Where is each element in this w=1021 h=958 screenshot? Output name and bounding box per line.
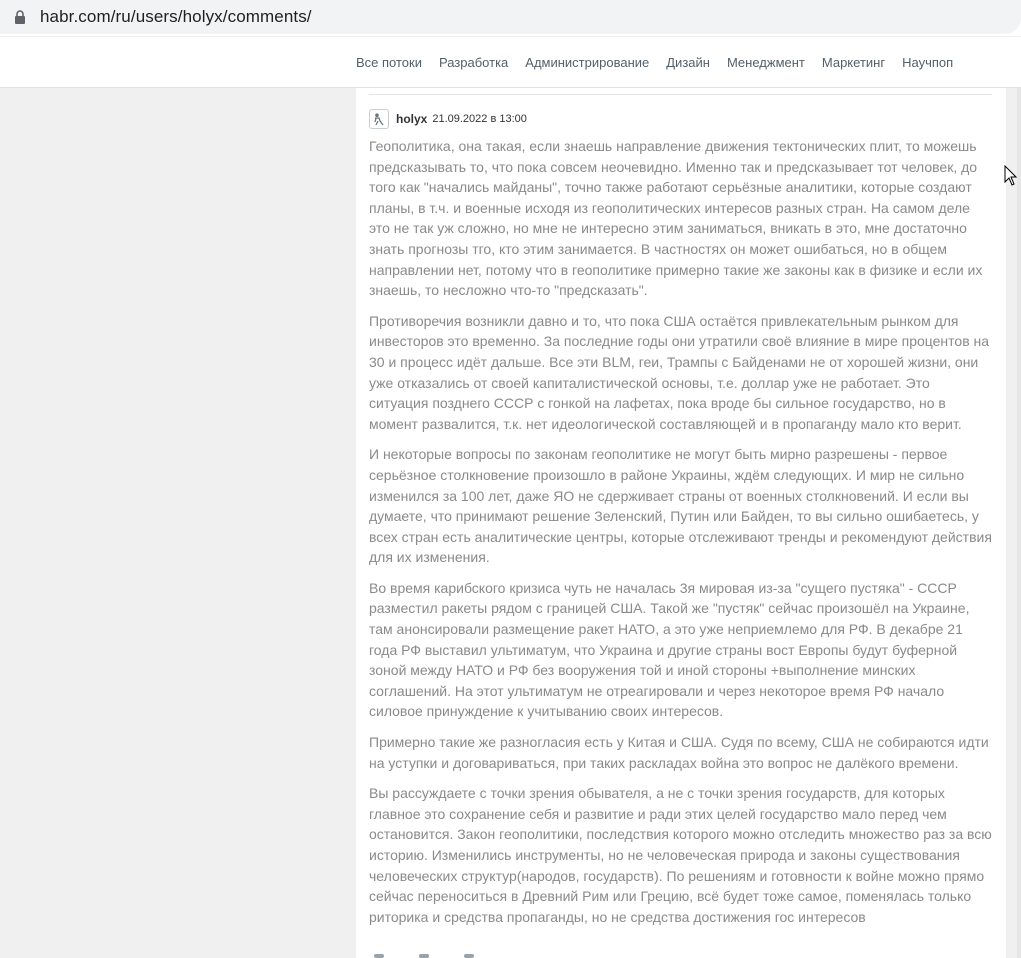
nav-item-administration[interactable]: Администрирование (525, 55, 650, 70)
nav-item-design[interactable]: Дизайн (666, 55, 710, 70)
nav-items (356, 55, 970, 70)
mouse-cursor-icon (1004, 165, 1018, 187)
avatar[interactable] (369, 109, 389, 129)
bookmark-icon[interactable] (464, 954, 474, 958)
url-text[interactable]: habr.com/ru/users/holyx/comments/ (40, 7, 312, 26)
nav-item-marketing[interactable]: Маркетинг (821, 55, 886, 70)
comment-datetime[interactable]: 21.09.2022 в 13:00 (432, 113, 527, 125)
browser-address-bar (0, 0, 1021, 36)
nav-item-all-flows[interactable]: Все потоки (356, 55, 422, 70)
vote-icon[interactable] (374, 954, 384, 958)
nav-item-management[interactable]: Менеджмент (726, 55, 805, 70)
comment-author[interactable]: holyx (396, 112, 428, 126)
divider (369, 94, 992, 95)
top-navigation (0, 37, 1021, 88)
comment-meta (369, 108, 527, 130)
comment-paragraph: Примерно такие же разногласия есть у Китая и США. Судя по всему, США не собираются идти на уступки и договариваться, при таких раскладах война это вопрос не далёкого времени. (369, 734, 989, 771)
reply-icon[interactable] (419, 954, 429, 958)
url-field[interactable] (0, 0, 1021, 34)
comment-paragraph: Геополитика, она такая, если знаешь направление движения тектонических плит, то можешь предсказывать то, что пока совсем неочевидно. Именно так и предсказывает тот человек, до того как "начались майданы", точно также работают серьёзные аналитики, которые создают планы, в т.ч. и военные исходя из геополитических интересов разных стран. На самом деле это не так уж сложно, но мне не интересно этим заниматься, вникать в это, мне достаточно знать прогнозы тго, кто этим занимается. В частностях он может ошибаться, но в общем направлении нет, потому что в геополитике примерно такие же законы как в физике и если их знаешь, то несложно что-то "предсказать". (369, 138, 983, 299)
comment-paragraph: Противоречия возникли давно и то, что пока США остаётся привлекательным рынком для инвесторов это временно. За последние годы они утратили своё влияние в мире процентов на 30 и процесс идёт дальше. Все эти BLM, геи, Трампы с Байденами не от хорошей жизни, они уже отказались от своей капиталистической основы, т.е. доллар уже не работает. Это ситуация позднего СССР с гонкой на лафетах, пока вроде бы сильное государство, но в момент развалится, т.к. нет идеологической составляющей и в пропаганду мало кто верит. (369, 312, 990, 432)
comment-paragraph: Во время карибского кризиса чуть не началась 3я мировая из-за "сущего пустяка" - СССР разместил ракеты рядом с границей США. Такой же "пустяк" сейчас произошёл на Украине, там анонсировали размещение ракет НАТО, а это уже неприемлемо для РФ. В декабре 21 года РФ выставил ультиматум, что Украина и другие страны вост Европы будут буферной зоной между НАТО и РФ без вооружения той и иной стороны +выполнение минских соглашений. На этот ультиматум не отреагировали и через некоторое время РФ начало силовое принуждение к учитыванию своих интересов. (369, 579, 970, 720)
comment-actions (374, 954, 509, 958)
comment-body (369, 136, 993, 937)
nav-item-development[interactable]: Разработка (438, 55, 509, 70)
comment-card (356, 88, 1006, 958)
lock-icon (14, 10, 26, 24)
comment-paragraph: И некоторые вопросы по законам геополитике не могут быть мирно разрешены - первое серьёзное столкновение произошло в районе Украины, ждём следующих. И мир не сильно изменился за 100 лет, даже ЯО не сдерживает страны от военных столкновений. И если вы думаете, что принимают решение Зеленский, Путин или Байден, то вы сильно ошибаетесь, у всех стран есть аналитические центры, которые отслеживают тренды и рекомендуют действия для их изменения. (369, 446, 992, 566)
user-avatar-icon (372, 112, 386, 126)
nav-item-popsci[interactable]: Научпоп (902, 55, 954, 70)
comment-paragraph: Вы рассуждаете с точки зрения обывателя, а не с точки зрения государств, для которых главное это сохранение себя и развитие и ради этих целей государство мало перед чем остановится. Закон геополитики, последствия которого можно отследить множество раз за всю историю. Изменились инструменты, но не человеческая природа и законы существования человеческих структур(народов, государств). По решениям и готовности к войне можно прямо сейчас переноситься в Древний Рим или Грецию, всё будет тоже самое, поменялась только риторика и средства пропаганды, но не средства достижения гос интересов (369, 785, 992, 925)
scrollbar[interactable] (1017, 88, 1021, 958)
